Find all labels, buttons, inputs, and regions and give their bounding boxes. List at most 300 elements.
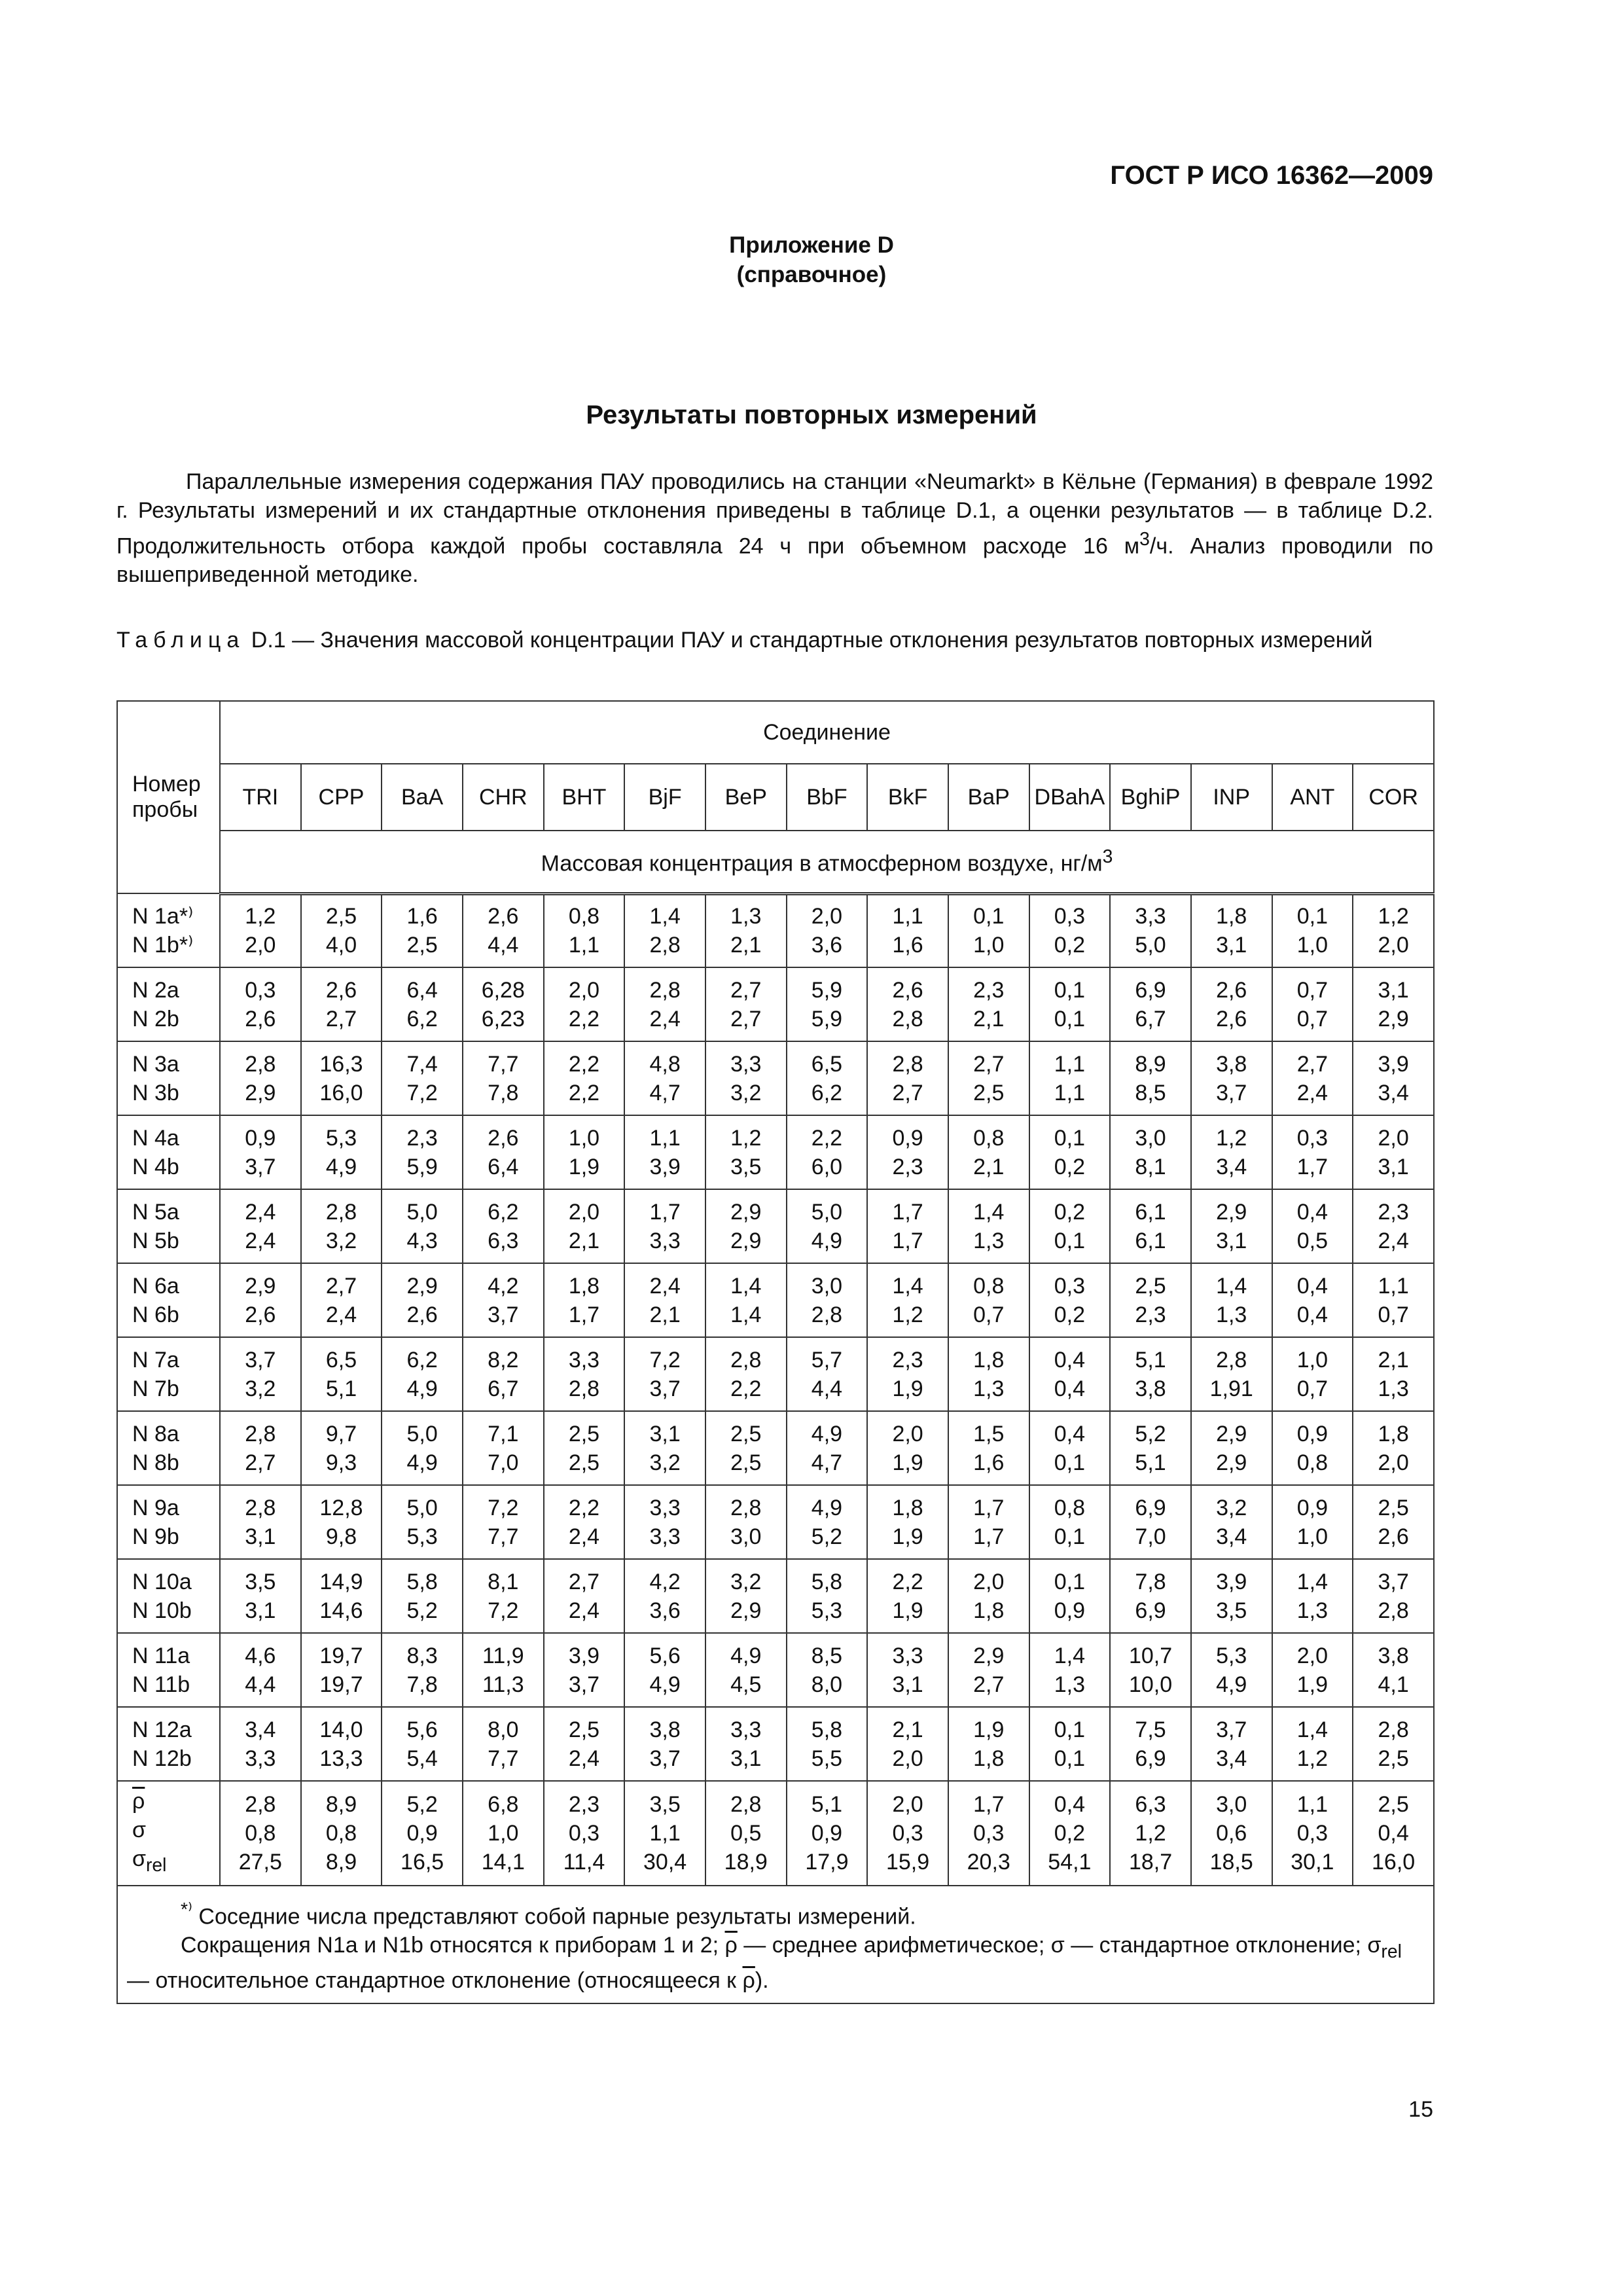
value-a: 2,8 [245,1421,276,1446]
mean-value: 2,0 [892,1792,923,1817]
column-header: BeP [705,764,787,831]
value-a: 2,8 [730,1495,762,1520]
value-cell [705,1707,787,1781]
value-cell [301,1559,382,1633]
sd-value: 0,8 [245,1821,276,1846]
value-cell [463,1411,544,1485]
value-a: 16,3 [319,1051,363,1077]
intro-text: Параллельные измерения содержания ПАУ проводились на станции «Neumarkt» в Кёльне (Германия) в феврале 1992 г. Результаты измерений и их стандартные отклонения приведены в таблице D.1, а оценки результатов — в таблице D.2. Продолжительность отбора каждой пробы составляла 24 ч при объемном расходе 16 м [116,469,1433,559]
value-cell [220,1485,301,1559]
sample-label-b: N 8b [132,1450,179,1475]
value-a: 3,9 [1216,1569,1247,1594]
sample-label-a: N 12a [132,1717,192,1742]
value-a: 3,7 [1378,1569,1409,1594]
value-a: 3,8 [649,1717,681,1742]
value-b: 6,23 [481,1006,525,1031]
value-b: 1,9 [568,1154,600,1179]
table-row [117,893,1434,967]
value-a: 3,3 [730,1051,762,1077]
value-a: 8,5 [811,1643,843,1668]
stats-cell [1191,1781,1272,1886]
footnote-line2-a: Сокращения N1a и N1b относятся к приборам 1 и 2; [181,1933,725,1958]
sd-value: 1,1 [649,1821,681,1846]
value-a: 1,2 [245,904,276,929]
sd-value: 0,3 [973,1821,1005,1846]
value-cell [1353,1707,1434,1781]
value-a: 2,8 [649,977,681,1003]
value-cell [948,1485,1029,1559]
value-b: 1,9 [892,1376,923,1401]
value-b: 2,1 [973,1006,1005,1031]
value-cell [1353,1411,1434,1485]
value-b: 2,9 [245,1080,276,1105]
appendix-subtitle: (справочное) [736,262,887,287]
value-b: 0,1 [1054,1746,1086,1771]
value-a: 2,2 [892,1569,923,1594]
value-a: 0,3 [1054,904,1086,929]
sd-value: 0,9 [811,1821,843,1846]
value-a: 2,0 [568,977,600,1003]
value-a: 6,4 [406,977,438,1003]
value-cell [463,1189,544,1263]
value-cell [1191,1485,1272,1559]
value-b: 4,5 [730,1672,762,1697]
value-a: 5,1 [1135,1347,1166,1372]
sample-label [117,1337,220,1411]
value-cell [624,967,705,1041]
mean-value: 3,5 [649,1792,681,1817]
value-cell [301,1263,382,1337]
value-b: 2,9 [730,1228,762,1253]
value-cell [1272,1411,1353,1485]
value-a: 4,9 [811,1495,843,1520]
value-a: 1,4 [973,1199,1005,1225]
value-cell [867,1041,948,1115]
value-a: 3,8 [1216,1051,1247,1077]
value-a: 0,8 [973,1273,1005,1299]
value-b: 2,6 [245,1006,276,1031]
value-cell [948,1411,1029,1485]
column-header: BaP [948,764,1029,831]
stats-cell [301,1781,382,1886]
value-b: 1,3 [1296,1598,1328,1623]
table-caption [116,626,1433,655]
value-b: 2,2 [730,1376,762,1401]
rel-subscript: rel [145,1854,167,1876]
sample-label [117,1189,220,1263]
value-cell [463,893,544,967]
value-b: 5,1 [1135,1450,1166,1475]
stats-cell [867,1781,948,1886]
value-cell [624,1559,705,1633]
value-b: 6,1 [1135,1228,1166,1253]
column-header: BkF [867,764,948,831]
sample-label-b: N 7b [132,1376,179,1401]
table-row [117,1263,1434,1337]
value-a: 1,2 [730,1125,762,1151]
value-a: 5,0 [811,1199,843,1225]
value-b: 1,3 [1378,1376,1409,1401]
value-b: 1,0 [1296,1524,1328,1549]
value-b: 0,1 [1054,1006,1086,1031]
value-b: 2,3 [892,1154,923,1179]
value-cell [948,1263,1029,1337]
value-a: 3,3 [649,1495,681,1520]
value-b: 0,1 [1054,1524,1086,1549]
table-row [117,1411,1434,1485]
sample-label [117,967,220,1041]
value-a: 8,2 [488,1347,519,1372]
value-a: 4,8 [649,1051,681,1077]
value-b: 2,5 [730,1450,762,1475]
value-a: 0,3 [1054,1273,1086,1299]
value-cell [220,967,301,1041]
value-b: 3,9 [649,1154,681,1179]
value-a: 2,5 [568,1717,600,1742]
value-b: 0,7 [1378,1302,1409,1327]
value-cell [867,1189,948,1263]
value-a: 3,3 [1135,904,1166,929]
value-a: 1,1 [1054,1051,1086,1077]
mean-value: 3,0 [1216,1792,1247,1817]
value-cell [624,1337,705,1411]
value-cell [1353,1115,1434,1189]
value-cell [382,1411,463,1485]
value-cell [463,1337,544,1411]
value-cell [1029,1115,1111,1189]
value-b: 5,3 [406,1524,438,1549]
footnote-sub: rel [1381,1941,1402,1963]
value-a: 2,0 [1296,1643,1328,1668]
column-header: BHT [544,764,625,831]
value-cell [1029,1337,1111,1411]
value-b: 1,3 [1054,1672,1086,1697]
value-cell [948,1115,1029,1189]
stats-cell [1272,1781,1353,1886]
compound-header: Соединение [220,701,1434,764]
unit-row [220,831,1434,893]
rel-value: 18,7 [1128,1850,1173,1874]
mean-value: 6,3 [1135,1792,1166,1817]
value-b: 4,4 [245,1672,276,1697]
value-b: 2,4 [1378,1228,1409,1253]
rel-value: 20,3 [967,1850,1010,1874]
value-b: 3,7 [649,1746,681,1771]
value-b: 2,4 [568,1598,600,1623]
value-b: 1,1 [1054,1080,1086,1105]
value-cell [1029,1633,1111,1707]
value-cell [544,1263,625,1337]
value-b: 7,2 [406,1080,438,1105]
value-a: 6,1 [1135,1199,1166,1225]
value-cell [787,1337,868,1411]
value-a: 1,7 [973,1495,1005,1520]
value-cell [948,967,1029,1041]
value-a: 2,6 [892,977,923,1003]
column-header: CHR [463,764,544,831]
value-b: 8,1 [1135,1154,1166,1179]
sd-value: 0,8 [325,1821,357,1846]
value-cell [463,1115,544,1189]
value-cell [544,1633,625,1707]
value-a: 7,2 [488,1495,519,1520]
value-b: 1,1 [568,933,600,958]
value-a: 0,3 [1296,1125,1328,1151]
column-header: BjF [624,764,705,831]
value-cell [948,1189,1029,1263]
value-a: 5,6 [649,1643,681,1668]
value-a: 5,0 [406,1199,438,1225]
value-cell [544,1337,625,1411]
value-a: 2,5 [730,1421,762,1446]
rel-symbol-wrap [132,1844,219,1880]
value-a: 1,8 [568,1273,600,1299]
table-row [117,1115,1434,1189]
mean-value: 2,8 [730,1792,762,1817]
value-b: 19,7 [319,1672,363,1697]
value-cell [1272,1337,1353,1411]
stats-cell [1110,1781,1191,1886]
value-b: 0,4 [1054,1376,1086,1401]
value-a: 0,8 [568,904,600,929]
column-header: BbF [787,764,868,831]
value-cell [1029,893,1111,967]
value-cell [544,1707,625,1781]
sample-label [117,893,220,967]
value-cell [624,1707,705,1781]
value-b: 2,0 [1378,933,1409,958]
value-a: 2,8 [325,1199,357,1225]
value-cell [705,1041,787,1115]
value-cell [463,1707,544,1781]
value-b: 2,8 [568,1376,600,1401]
value-b: 3,3 [649,1228,681,1253]
value-a: 0,3 [245,977,276,1003]
value-cell [220,1337,301,1411]
value-b: 1,9 [1296,1672,1328,1697]
table-caption-label: Таблица [116,628,245,653]
value-b: 2,1 [649,1302,681,1327]
value-a: 0,4 [1296,1199,1328,1225]
value-cell [705,1485,787,1559]
sample-label [117,1633,220,1707]
appendix-title: Приложение D [729,232,894,258]
table-row [117,1041,1434,1115]
value-a: 0,8 [1054,1495,1086,1520]
rel-value: 16,5 [401,1850,444,1874]
value-a: 2,0 [973,1569,1005,1594]
value-a: 3,7 [1216,1717,1247,1742]
value-cell [1029,1411,1111,1485]
value-b: 2,0 [892,1746,923,1771]
stats-cell [624,1781,705,1886]
value-cell [544,967,625,1041]
value-cell [1029,1707,1111,1781]
value-cell [867,1115,948,1189]
value-cell [867,1263,948,1337]
value-cell [382,1485,463,1559]
value-a: 2,5 [325,904,357,929]
table-footnote [117,1886,1434,2003]
value-cell [1353,893,1434,967]
value-a: 1,4 [892,1273,923,1299]
value-b: 3,7 [1216,1080,1247,1105]
stats-cell [544,1781,625,1886]
value-cell [301,1337,382,1411]
rel-value: 30,1 [1291,1850,1334,1874]
value-cell [220,1633,301,1707]
value-b: 2,5 [1378,1746,1409,1771]
value-cell [1110,1707,1191,1781]
value-b: 2,7 [245,1450,276,1475]
rel-value: 54,1 [1048,1850,1092,1874]
value-b: 3,4 [1216,1746,1247,1771]
value-b: 9,3 [325,1450,357,1475]
value-cell [463,1633,544,1707]
value-a: 8,0 [488,1717,519,1742]
value-a: 5,2 [1135,1421,1166,1446]
value-b: 3,0 [730,1524,762,1549]
sample-label-b: N 10b [132,1598,192,1623]
value-cell [705,1115,787,1189]
value-cell [301,1041,382,1115]
table-caption-text: D.1 — Значения массовой концентрации ПАУ и стандартные отклонения результатов повторных измерений [245,628,1373,653]
value-cell [301,967,382,1041]
value-b: 1,0 [1296,933,1328,958]
value-a: 2,3 [973,977,1005,1003]
value-cell [705,1633,787,1707]
value-cell [705,893,787,967]
value-b: 2,7 [325,1006,357,1031]
sd-value: 0,9 [406,1821,438,1846]
value-b: 10,0 [1128,1672,1173,1697]
value-a: 4,6 [245,1643,276,1668]
value-cell [1272,1041,1353,1115]
sample-label-a: N 10a [132,1569,192,1594]
value-a: 1,2 [1378,904,1409,929]
value-b: 3,1 [1216,1228,1247,1253]
value-a: 2,3 [406,1125,438,1151]
value-cell [220,1041,301,1115]
sd-value: 1,2 [1135,1821,1166,1846]
value-a: 4,9 [730,1643,762,1668]
value-cell [463,1559,544,1633]
value-b: 2,7 [973,1672,1005,1697]
value-b: 4,3 [406,1228,438,1253]
value-b: 1,3 [973,1228,1005,1253]
stats-cell [1029,1781,1111,1886]
value-a: 2,9 [730,1199,762,1225]
footnote-rho2: $\overline{\rho}$ [742,1968,755,1994]
footnote-line2-d: ). [755,1968,769,1994]
value-cell [463,1041,544,1115]
value-cell [705,1559,787,1633]
value-a: 2,0 [568,1199,600,1225]
value-b: 0,2 [1054,1302,1086,1327]
document-standard-header: ГОСТ Р ИСО 16362—2009 [1110,161,1433,190]
value-b: 4,0 [325,933,357,958]
value-a: 1,7 [892,1199,923,1225]
value-cell [382,1041,463,1115]
value-a: 3,5 [245,1569,276,1594]
value-b: 7,7 [488,1524,519,1549]
value-cell [948,893,1029,967]
value-cell [1029,1485,1111,1559]
column-header: CPP [301,764,382,831]
value-a: 7,7 [488,1051,519,1077]
value-a: 5,8 [811,1717,843,1742]
value-cell [1110,1115,1191,1189]
value-cell [382,1337,463,1411]
value-cell [1272,1707,1353,1781]
value-b: 2,3 [1135,1302,1166,1327]
value-a: 0,1 [1054,1569,1086,1594]
value-cell [1272,1485,1353,1559]
value-cell [301,1707,382,1781]
value-cell [867,893,948,967]
value-cell [948,1559,1029,1633]
value-a: 2,4 [245,1199,276,1225]
value-cell [1191,1559,1272,1633]
value-a: 0,1 [1054,977,1086,1003]
value-a: 2,9 [973,1643,1005,1668]
value-b: 2,9 [1378,1006,1409,1031]
value-cell [787,1559,868,1633]
value-cell [1029,1559,1111,1633]
value-cell [1191,1041,1272,1115]
value-b: 4,9 [811,1228,843,1253]
value-b: 1,7 [1296,1154,1328,1179]
value-a: 0,1 [1054,1717,1086,1742]
value-b: 4,9 [325,1154,357,1179]
value-cell [787,1041,868,1115]
value-b: 1,0 [973,933,1005,958]
value-cell [1191,1337,1272,1411]
value-b: 0,4 [1296,1302,1328,1327]
value-b: 7,7 [488,1746,519,1771]
sample-label-b: N 4b [132,1154,179,1179]
value-a: 5,9 [811,977,843,1003]
stats-cell [948,1781,1029,1886]
value-b: 2,8 [1378,1598,1409,1623]
value-a: 0,9 [892,1125,923,1151]
value-b: 2,5 [568,1450,600,1475]
value-cell [301,1189,382,1263]
value-cell [787,1115,868,1189]
value-cell [867,1707,948,1781]
value-b: 6,9 [1135,1746,1166,1771]
stats-cell [382,1781,463,1886]
value-b: 5,9 [811,1006,843,1031]
sample-label [117,1263,220,1337]
stats-cell [787,1781,868,1886]
value-cell [220,1707,301,1781]
sample-label [117,1485,220,1559]
value-b: 0,2 [1054,933,1086,958]
value-b: 4,1 [1378,1672,1409,1697]
value-a: 3,2 [730,1569,762,1594]
value-a: 2,9 [245,1273,276,1299]
value-cell [1272,967,1353,1041]
sample-label-a: N 6a [132,1273,179,1299]
section-title: Результаты повторных измерений [586,401,1037,429]
mean-value: 1,7 [973,1792,1005,1817]
value-cell [382,1263,463,1337]
mean-value: 5,1 [811,1792,843,1817]
value-a: 5,3 [325,1125,357,1151]
sd-value: 0,3 [568,1821,600,1846]
value-cell [867,1633,948,1707]
